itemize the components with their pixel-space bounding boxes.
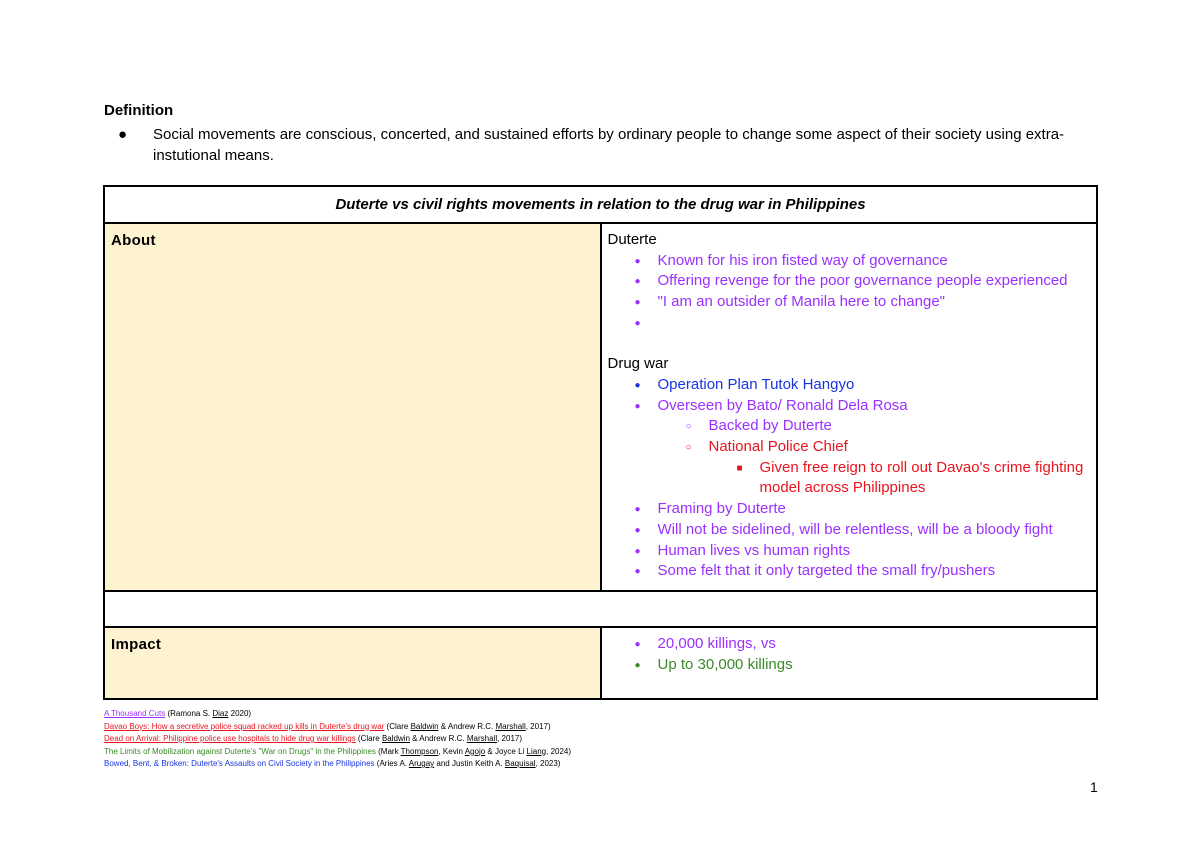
list-item-text: Backed by Duterte bbox=[708, 417, 832, 435]
list-item bbox=[608, 313, 1097, 334]
bullet-icon: ● bbox=[634, 566, 641, 578]
list-item bbox=[608, 416, 1097, 437]
list-item bbox=[608, 655, 1097, 676]
table-title: Duterte vs civil rights movements in relation to the drug war in Philippines bbox=[104, 186, 1097, 223]
reference-title[interactable]: Dead on Arrival: Philippine police use hospitals to hide drug war killings bbox=[104, 734, 356, 743]
impact-list bbox=[608, 634, 1097, 675]
reference-item: Dead on Arrival: Philippine police use hospitals to hide drug war killings (Clare Baldwin & Andrew R.C. Marshall, 2017) bbox=[104, 734, 523, 743]
reference-title[interactable]: Bowed, Bent, & Broken: Duterte's Assaults on Civil Society in the Philippines bbox=[104, 759, 375, 768]
definition-text: Social movements are conscious, concerted, and sustained efforts by ordinary people to change some aspect of their society using extra-instutional means. bbox=[153, 126, 1065, 164]
drug-war-list bbox=[608, 375, 1097, 582]
list-item-text: Overseen by Bato/ Ronald Dela Rosa bbox=[657, 396, 908, 414]
list-item-text: Human lives vs human rights bbox=[657, 541, 851, 559]
list-item-text: 20,000 killings, vs bbox=[657, 634, 776, 652]
duterte-heading: Duterte bbox=[607, 231, 657, 248]
reference-title[interactable]: A Thousand Cuts bbox=[104, 709, 166, 718]
bullet-icon: ● bbox=[634, 524, 641, 536]
square-bullet-icon: ■ bbox=[736, 462, 743, 474]
reference-title[interactable]: Davao Boys: How a secretive police squad racked up kills in Duterte's drug war bbox=[104, 721, 385, 731]
list-item-text: Known for his iron fisted way of governance bbox=[657, 251, 948, 269]
impact-label: Impact bbox=[104, 627, 601, 699]
list-item-text: Operation Plan Tutok Hangyo bbox=[657, 375, 855, 393]
list-item-text: Some felt that it only targeted the small fry/pushers bbox=[657, 562, 996, 580]
list-item bbox=[608, 396, 1097, 417]
list-item bbox=[608, 541, 1097, 562]
list-item-text: Will not be sidelined, will be relentless, will be a bloody fight bbox=[657, 520, 1053, 538]
list-item bbox=[608, 271, 1097, 292]
reference-title[interactable]: The Limits of Mobilization against Duterte's "War on Drugs" in the Philippines bbox=[104, 746, 376, 756]
bullet-icon: ● bbox=[634, 545, 641, 557]
list-item-text: National Police Chief bbox=[708, 438, 848, 456]
reference-item: A Thousand Cuts (Ramona S. Diaz 2020) bbox=[104, 709, 252, 718]
list-item bbox=[608, 375, 1097, 396]
bullet-icon: ● bbox=[634, 400, 641, 412]
list-item bbox=[608, 458, 1097, 499]
reference-item: Bowed, Bent, & Broken: Duterte's Assaults on Civil Society in the Philippines (Aries A. Arugay and Justin Keith A. Baquisal, 2023) bbox=[104, 759, 561, 768]
list-item-text: Framing by Duterte bbox=[657, 500, 786, 518]
bullet-icon: ● bbox=[634, 504, 641, 516]
about-label: About bbox=[104, 223, 601, 591]
impact-content bbox=[601, 627, 1098, 699]
list-item-text: "I am an outsider of Manila here to change" bbox=[657, 293, 945, 311]
definition-heading: Definition bbox=[104, 102, 174, 119]
circle-bullet-icon: ○ bbox=[685, 421, 692, 433]
reference-item: The Limits of Mobilization against Duterte's "War on Drugs" in the Philippines (Mark Thompson, Kevin Agojo & Joyce Li Liang, 2024) bbox=[104, 746, 572, 756]
list-item bbox=[608, 437, 1097, 458]
references bbox=[104, 708, 571, 771]
bullet-icon: ● bbox=[634, 317, 641, 329]
bullet-icon: ● bbox=[634, 276, 641, 288]
page-number: 1 bbox=[1090, 779, 1098, 795]
list-item bbox=[608, 292, 1097, 313]
bullet-icon: ● bbox=[634, 297, 641, 309]
comparison-table bbox=[103, 185, 1098, 700]
circle-bullet-icon: ○ bbox=[685, 442, 692, 454]
list-item bbox=[608, 251, 1097, 272]
bullet-icon: ● bbox=[634, 379, 641, 391]
list-item bbox=[608, 499, 1097, 520]
definition-list bbox=[118, 124, 1078, 166]
bullet-icon: ● bbox=[634, 659, 641, 671]
bullet-icon: ● bbox=[118, 126, 128, 143]
drug-war-heading: Drug war bbox=[607, 355, 669, 373]
list-item bbox=[608, 520, 1097, 541]
reference-item: Davao Boys: How a secretive police squad racked up kills in Duterte's drug war (Clare Baldwin & Andrew R.C. Marshall, 2017) bbox=[104, 721, 551, 731]
bullet-icon: ● bbox=[634, 638, 641, 650]
list-item-text: Up to 30,000 killings bbox=[657, 655, 793, 673]
duterte-list bbox=[608, 251, 1097, 334]
about-content bbox=[601, 223, 1098, 591]
bullet-icon: ● bbox=[634, 255, 641, 267]
list-item bbox=[608, 561, 1097, 582]
list-item-text: Given free reign to roll out Davao's crime fighting model across Philippines bbox=[759, 458, 1084, 497]
empty-row bbox=[104, 591, 1097, 627]
list-item-text: Offering revenge for the poor governance people experienced bbox=[657, 272, 1068, 290]
list-item bbox=[608, 634, 1097, 655]
definition-item bbox=[118, 124, 1078, 166]
